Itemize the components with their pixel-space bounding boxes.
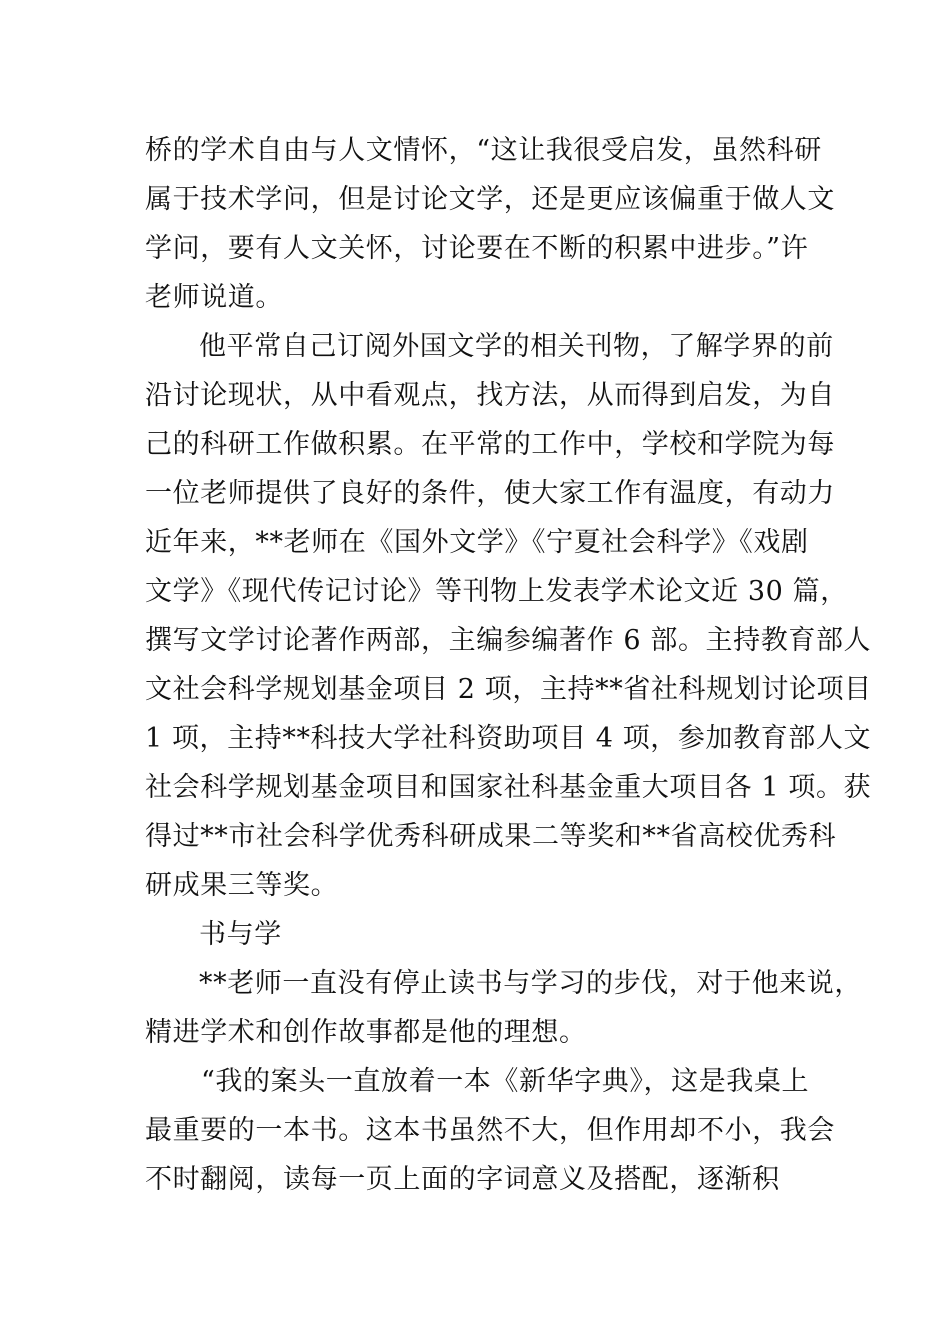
text-line: 研成果三等奖。 xyxy=(145,870,339,901)
text-line: 不时翻阅，读每一页上面的字词意义及搭配，逐渐积 xyxy=(145,1164,780,1195)
text-line: 他平常自己订阅外国文学的相关刊物，了解学界的前 xyxy=(199,331,834,362)
text-line: 桥的学术自由与人文情怀，“这让我很受启发，虽然科研 xyxy=(145,135,822,166)
text-line: 己的科研工作做积累。在平常的工作中，学校和学院为每 xyxy=(145,429,835,460)
text-line: 文学》《现代传记讨论》等刊物上发表学术论文近 30 篇， xyxy=(145,576,848,607)
text-line: 老师说道。 xyxy=(145,282,283,313)
text-line: 近年来，**老师在《国外文学》《宁夏社会科学》《戏剧 xyxy=(145,527,809,558)
text-line: 撰写文学讨论著作两部，主编参编著作 6 部。主持教育部人 xyxy=(145,625,872,656)
text-line: 精进学术和创作故事都是他的理想。 xyxy=(145,1017,587,1048)
text-line: 社会科学规划基金项目和国家社科基金重大项目各 1 项。获 xyxy=(145,772,872,803)
text-line: 沿讨论现状，从中看观点，找方法，从而得到启发，为自 xyxy=(145,380,835,411)
text-line: 属于技术学问，但是讨论文学，还是更应该偏重于做人文 xyxy=(145,184,835,215)
text-line: 最重要的一本书。这本书虽然不大，但作用却不小，我会 xyxy=(145,1115,835,1146)
body-text xyxy=(145,126,872,1204)
section-heading: 书与学 xyxy=(199,919,282,950)
text-line: 学问，要有人文关怀，讨论要在不断的积累中进步。”许 xyxy=(145,233,809,264)
text-line: 得过**市社会科学优秀科研成果二等奖和**省高校优秀科 xyxy=(145,821,837,852)
text-line: 1 项，主持**科技大学社科资助项目 4 项，参加教育部人文 xyxy=(145,723,872,754)
text-line: “我的案头一直放着一本《新华字典》，这是我桌上 xyxy=(201,1066,810,1097)
text-line: **老师一直没有停止读书与学习的步伐，对于他来说， xyxy=(199,968,862,999)
text-line: 文社会科学规划基金项目 2 项，主持**省社科规划讨论项目 xyxy=(145,674,872,705)
text-line: 一位老师提供了良好的条件，使大家工作有温度，有动力 xyxy=(145,478,835,509)
